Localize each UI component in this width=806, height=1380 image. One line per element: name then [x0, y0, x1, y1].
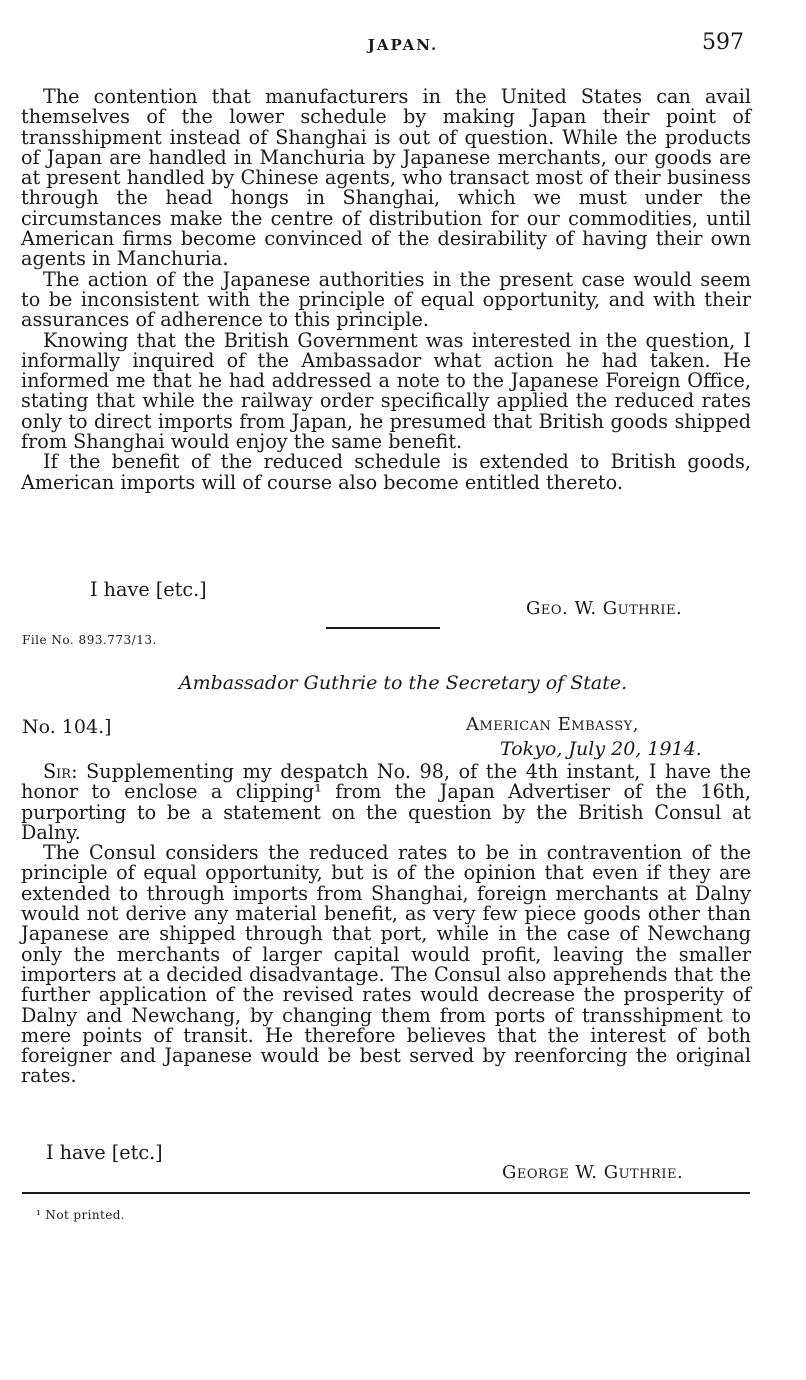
paragraph: The Consul considers the reduced rates to be in contravention of the principle of equal opportunity, but is of the opinion that even if they are extended to through imports from Shanghai, foreign merchants at Dalny would not derive any material benefit, as very few piece goods other than Japanese are shipped through that port, while in the case of Newchang only the merchants of larger capital would profit, leaving the smaller importers at a decided disadvantage. The Consul also apprehends that the further application of the revised rates would decrease the prosperity of Dalny and Newchang, by changing them from ports of transshipment to mere points of transit. He therefore believes that the interest of both foreigner and Japanese would be best served by reenforcing the original rates. [21, 841, 751, 1088]
footnote-rule [22, 1192, 750, 1194]
despatch-heading: Ambassador Guthrie to the Secretary of State. [178, 672, 628, 694]
section-divider [326, 627, 440, 629]
paragraph [21, 762, 751, 843]
despatch-number: No. 104.] [22, 716, 112, 738]
paragraph-text: : Supplementing my despatch No. 98, of the 4th instant, I have the honor to enclose a clipping¹ from the Japan Advertiser of the 16th, purporting to be a statement on the question by the British Consul at Dalny. [21, 760, 751, 844]
paragraph: The contention that manufacturers in the United States can avail themselves of the lower schedule by making Japan their point of transshipment instead of Shanghai is out of question. While the products of Japan are handled in Manchuria by Japanese merchants, our goods are at present handled by Chinese agents, who transact most of their business through the head hongs in Shanghai, which we must under the circumstances make the centre of distribution for our commodities, until American firms become convinced of the desirability of having their own agents in Manchuria. [21, 85, 751, 271]
letter-body [21, 87, 751, 493]
running-header: JAPAN. [367, 36, 439, 54]
despatch-body [21, 762, 751, 1087]
footnote: ¹ Not printed. [36, 1208, 125, 1222]
closing-line: I have [etc.] [90, 578, 207, 601]
page-number: 597 [702, 30, 744, 55]
paragraph: Knowing that the British Government was interested in the question, I informally inquired of the Ambassador what action he had taken. He informed me that he had addressed a note to the Japanese Foreign Office, stating that while the railway order specifically applied the reduced rates only to direct imports from Japan, he presumed that British goods shipped from Shanghai would enjoy the same benefit. [21, 328, 751, 454]
embassy-line: American Embassy, [466, 714, 639, 735]
paragraph: If the benefit of the reduced schedule is extended to British goods, American imports will of course also become entitled thereto. [21, 450, 751, 494]
paragraph: The action of the Japanese authorities in the present case would seem to be inconsistent with the principle of equal opportunity, and with their assurances of adherence to this principle. [21, 267, 751, 332]
signature: Geo. W. Guthrie. [526, 598, 683, 619]
dateline: Tokyo, July 20, 1914. [500, 738, 702, 760]
closing-line: I have [etc.] [46, 1141, 163, 1164]
signature: George W. Guthrie. [502, 1162, 684, 1183]
salutation: Sir [43, 760, 72, 783]
file-number: File No. 893.773/13. [22, 633, 157, 647]
